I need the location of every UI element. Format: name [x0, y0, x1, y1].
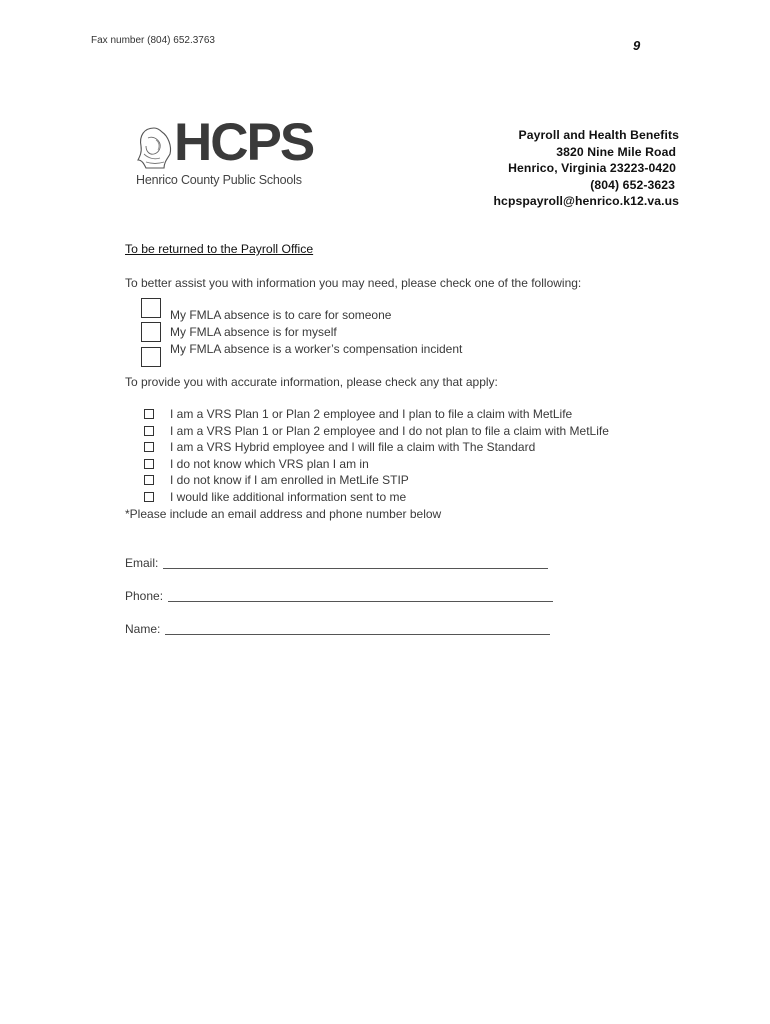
contact-note: *Please include an email address and phone number below — [125, 507, 442, 521]
logo-subtitle: Henrico County Public Schools — [136, 173, 302, 187]
email-label: Email: — [125, 556, 159, 570]
apply-option-label: I do not know if I am enrolled in MetLife STIP — [170, 473, 409, 487]
apply-option-label: I would like additional information sent to me — [170, 490, 407, 504]
apply-option-label: I am a VRS Hybrid employee and I will file a claim with The Standard — [170, 440, 536, 454]
name-label: Name: — [125, 622, 161, 636]
fmla-option-label: My FMLA absence is for myself — [170, 325, 337, 339]
office-address — [494, 127, 679, 210]
phone-label: Phone: — [125, 589, 164, 603]
phone-field[interactable] — [168, 601, 553, 602]
form-heading: To be returned to the Payroll Office — [125, 242, 314, 256]
vrs-unknown-plan-checkbox[interactable] — [144, 459, 154, 469]
fmla-option-label: My FMLA absence is to care for someone — [170, 308, 392, 322]
apply-instructions: To provide you with accurate information, please check any that apply: — [125, 375, 498, 389]
fmla-instructions: To better assist you with information you may need, please check one of the following: — [125, 276, 582, 290]
address-city: Henrico, Virginia 23223-0420 — [508, 161, 676, 176]
fax-number: Fax number (804) 652.3763 — [91, 35, 215, 46]
logo-portrait-icon — [134, 124, 174, 174]
apply-option-label: I am a VRS Plan 1 or Plan 2 employee and I plan to file a claim with MetLife — [170, 407, 573, 421]
fmla-option-label: My FMLA absence is a worker’s compensation incident — [170, 342, 463, 356]
apply-option-label: I am a VRS Plan 1 or Plan 2 employee and I do not plan to file a claim with MetLife — [170, 424, 609, 438]
email-field[interactable] — [163, 568, 548, 569]
fmla-care-checkbox[interactable] — [141, 298, 161, 318]
address-street: 3820 Nine Mile Road — [556, 144, 676, 159]
additional-info-checkbox[interactable] — [144, 492, 154, 502]
fmla-self-checkbox[interactable] — [141, 322, 161, 342]
metlife-stip-unknown-checkbox[interactable] — [144, 475, 154, 485]
vrs-plan-claim-checkbox[interactable] — [144, 409, 154, 419]
vrs-plan-no-claim-checkbox[interactable] — [144, 426, 154, 436]
page-number: 9 — [633, 38, 641, 53]
address-email: hcpspayroll@henrico.k12.va.us — [493, 194, 679, 209]
address-phone: (804) 652-3623 — [590, 177, 675, 192]
name-field[interactable] — [165, 634, 550, 635]
logo-wordmark: HCPS — [174, 113, 314, 172]
address-dept: Payroll and Health Benefits — [518, 128, 679, 142]
apply-option-label: I do not know which VRS plan I am in — [170, 457, 369, 471]
vrs-hybrid-checkbox[interactable] — [144, 442, 154, 452]
fmla-workers-comp-checkbox[interactable] — [141, 347, 161, 367]
